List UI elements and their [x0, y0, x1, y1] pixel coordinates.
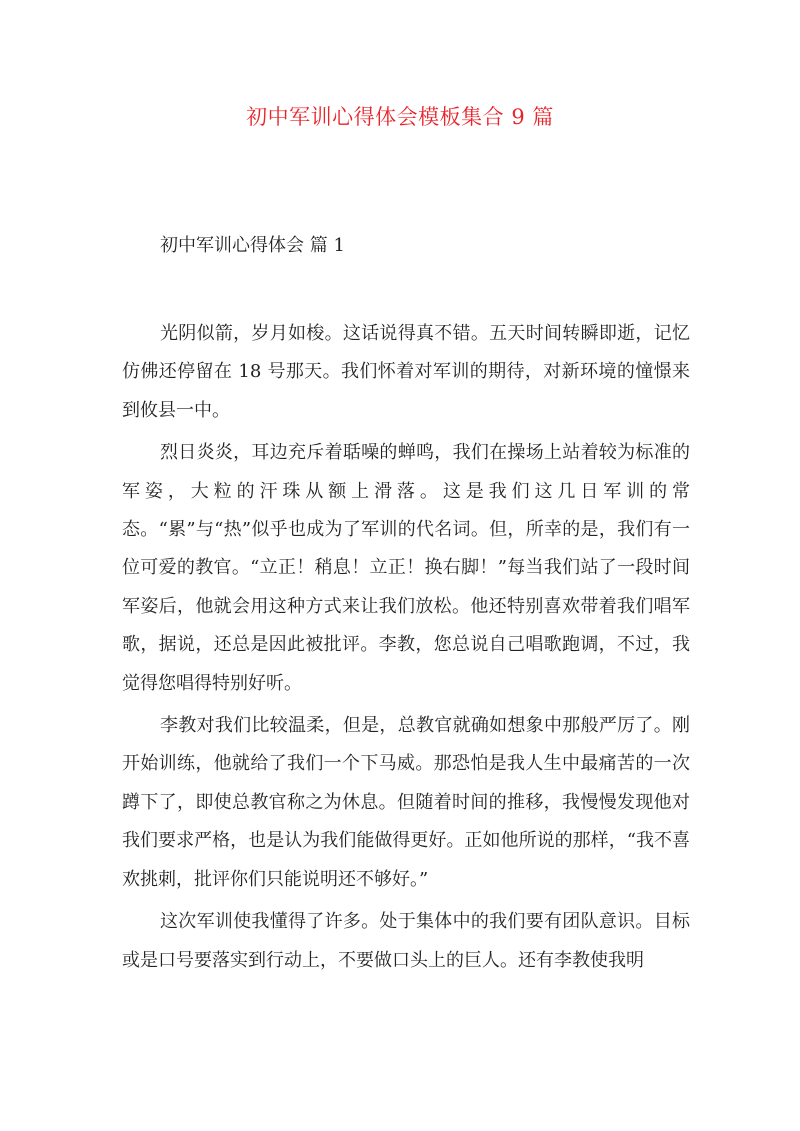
- paragraph: 烈日炎炎，耳边充斥着聒噪的蝉鸣，我们在操场上站着较为标准的军姿，大粒的汗珠从额上滑落。这是我们这几日军训的常态。“累”与“热”似乎也成为了军训的代名词。但，所幸的是，我们有一位可爱的教官。“立正！稍息！立正！换右脚！”每当我们站了一段时间军姿后，他就会用这种方式来让我们放松。他还特别喜欢带着我们唱军歌，据说，还总是因此被批评。李教，您总说自己唱歌跑调，不过，我觉得您唱得特别好听。: [122, 442, 690, 694]
- document-title: 初中军训心得体会模板集合 9 篇: [246, 105, 554, 129]
- document-body: [122, 315, 690, 984]
- paragraph: 李教对我们比较温柔，但是，总教官就确如想象中那般严厉了。刚开始训练，他就给了我们一个下马威。那恐怕是我人生中最痛苦的一次蹲下了，即使总教官称之为休息。但随着时间的推移，我慢慢发现他对我们要求严格，也是认为我们能做得更好。正如他所说的那样，“我不喜欢挑刺，批评你们只能说明还不够好。”: [122, 715, 690, 890]
- section-heading: 初中军训心得体会 篇 1: [160, 235, 345, 256]
- paragraph: 这次军训使我懂得了许多。处于集体中的我们要有团队意识。目标或是口号要落实到行动上，不要做口头上的巨人。还有李教使我明: [122, 911, 690, 971]
- paragraph: 光阴似箭，岁月如梭。这话说得真不错。五天时间转瞬即逝，记忆仿佛还停留在 18 号那天。我们怀着对军训的期待，对新环境的憧憬来到攸县一中。: [122, 323, 690, 421]
